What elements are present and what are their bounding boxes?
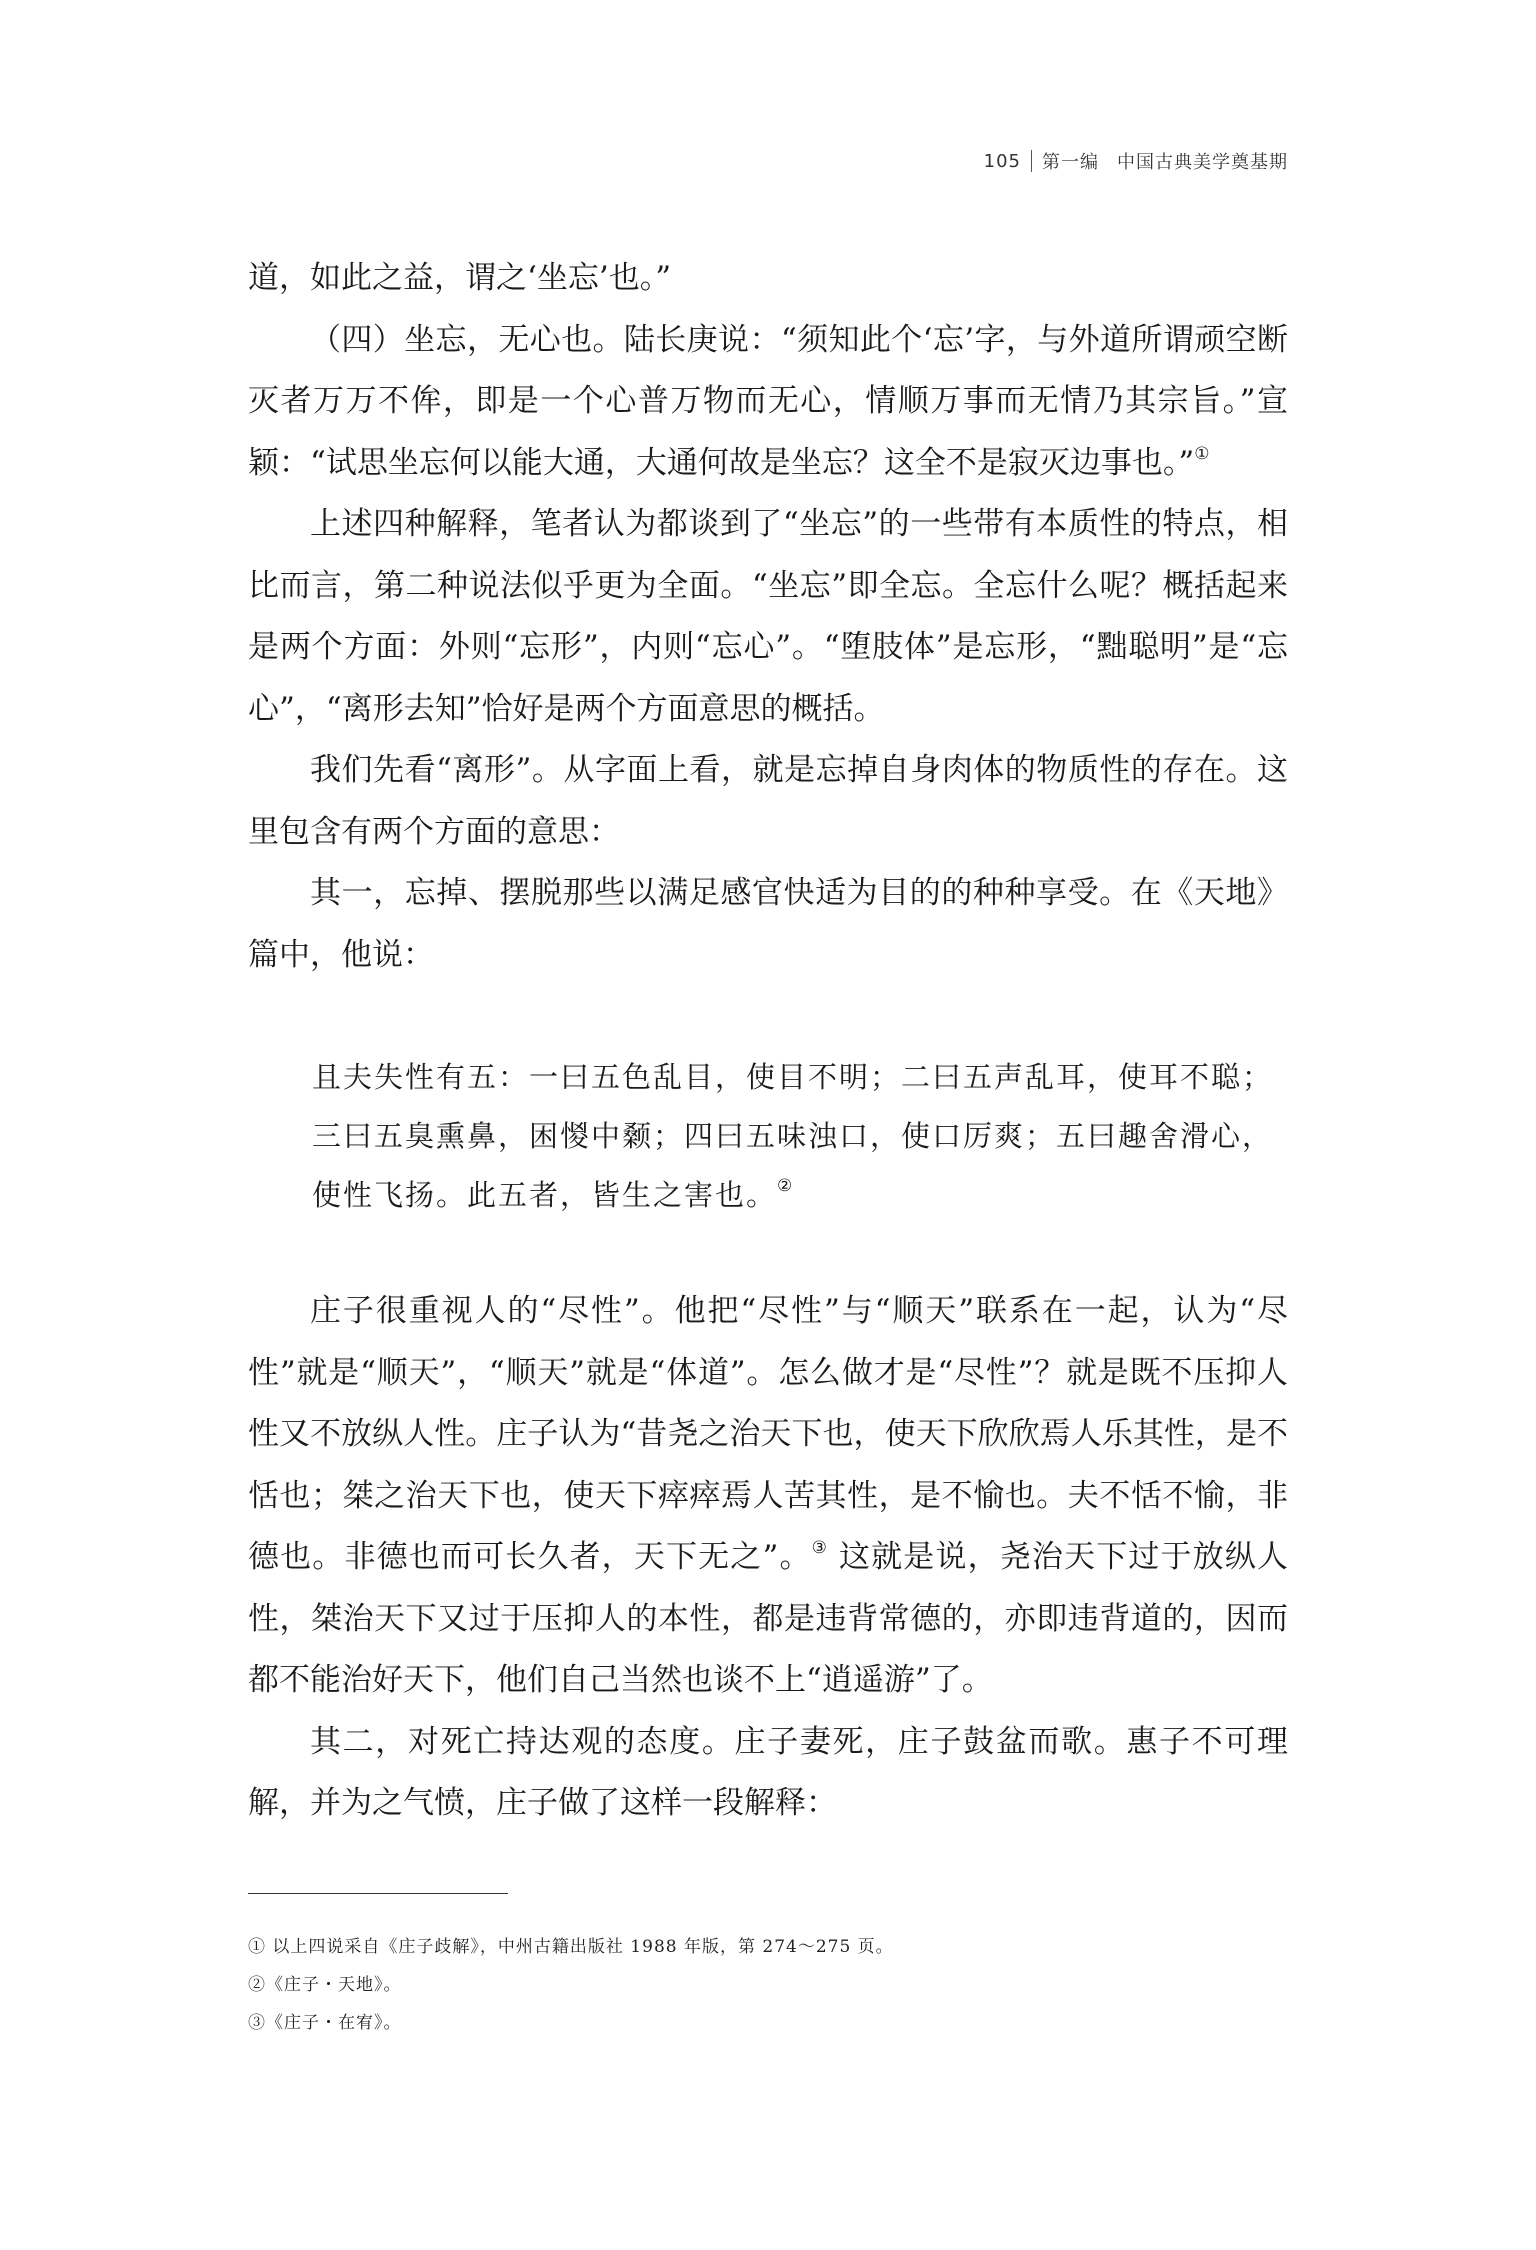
- main-text: [248, 248, 1288, 1835]
- footnote: ③《庄子・在宥》。: [248, 2013, 402, 2033]
- paragraph: 我们先看“离形”。从字面上看，就是忘掉自身肉体的物质性的存在。这里包含有两个方面的意思：: [248, 752, 1288, 850]
- footnote: ②《庄子・天地》。: [248, 1975, 402, 1995]
- paragraph: [248, 1281, 1288, 1712]
- running-header: [984, 148, 1288, 174]
- part-label: 第一编: [1042, 152, 1099, 173]
- paragraph-text: 庄子很重视人的“尽性”。他把“尽性”与“顺天”联系在一起，认为“尽性”就是“顺天”，“顺天”就是“体道”。怎么做才是“尽性”？就是既不压抑人性又不放纵人性。庄子认为“昔尧之治天下也，使天下欣欣焉人乐其性，是不恬也；桀之治天下也，使天下瘁瘁焉人苦其性，是不愉也。夫不恬不愉，非德也。非德也而可长久者，天下无之”。: [248, 1293, 1288, 1575]
- page-number: 105: [983, 150, 1021, 172]
- footnote-divider: [248, 1893, 508, 1894]
- chapter-title: 中国古典美学奠基期: [1117, 152, 1288, 173]
- footnotes: [248, 1928, 1288, 2042]
- paragraph: 上述四种解释，笔者认为都谈到了“坐忘”的一些带有本质性的特点，相比而言，第二种说法似乎更为全面。“坐忘”即全忘。全忘什么呢？概括起来是两个方面：外则“忘形”，内则“忘心”。“堕肢体”是忘形，“黜聪明”是“忘心”，“离形去知”恰好是两个方面意思的概括。: [248, 506, 1288, 727]
- quote-text: 且夫失性有五：一曰五色乱目，使目不明；二曰五声乱耳，使耳不聪；三曰五臭熏鼻，困惾中颡；四曰五味浊口，使口厉爽；五曰趣舍滑心，使性飞扬。此五者，皆生之害也。: [312, 1060, 1274, 1212]
- paragraph: [248, 310, 1288, 495]
- paragraph-text: 这就是说，尧治天下过于放纵人性，桀治天下又过于压抑人的本性，都是违背常德的，亦即违背道的，因而都不能治好天下，他们自己当然也谈不上“逍遥游”了。: [248, 1539, 1288, 1698]
- paragraph: 其二，对死亡持达观的态度。庄子妻死，庄子鼓盆而歌。惠子不可理解，并为之气愤，庄子做了这样一段解释：: [248, 1723, 1288, 1821]
- header-divider: [1031, 150, 1032, 172]
- footnote: ① 以上四说采自《庄子歧解》，中州古籍出版社 1988 年版，第 274～275 页。: [248, 1937, 894, 1957]
- paragraph: 其一，忘掉、摆脱那些以满足感官快适为目的的种种享受。在《天地》篇中，他说：: [248, 875, 1288, 973]
- paragraph-text: （四）坐忘，无心也。陆长庚说：“须知此个‘忘’字，与外道所谓顽空断灭者万万不侔，即是一个心普万物而无心，情顺万事而无情乃其宗旨。”宣颖：“试思坐忘何以能大通，大通何故是坐忘？这全不是寂灭边事也。”: [248, 321, 1288, 481]
- block-quote: [248, 1048, 1288, 1225]
- paragraph: 道，如此之益，谓之‘坐忘’也。”: [248, 260, 672, 296]
- footnote-ref[interactable]: ①: [1194, 443, 1210, 464]
- footnote-ref[interactable]: ②: [777, 1176, 795, 1196]
- footnote-ref[interactable]: ③: [811, 1538, 828, 1558]
